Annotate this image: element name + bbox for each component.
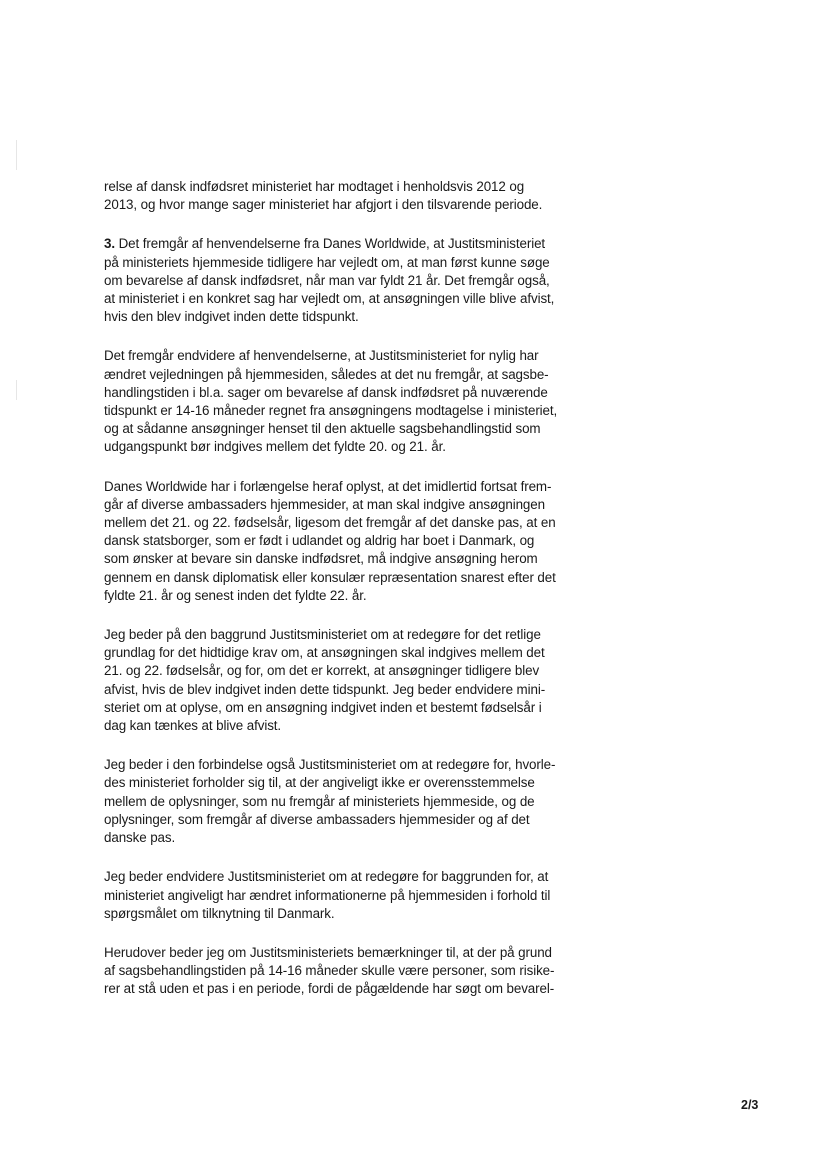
text-line: 2013, og hvor mange sager ministeriet har afgjort i den tilsvarende periode. — [104, 197, 543, 213]
letter-body — [104, 178, 574, 1020]
text-line: som ønsker at bevare sin danske indfødsret, må indgive ansøgning herom — [104, 551, 538, 567]
paragraph-number: 3. — [104, 236, 115, 252]
text-line: går af diverse ambassaders hjemmesider, at man skal indgive ansøgningen — [104, 496, 545, 512]
paragraph-embassies — [104, 478, 574, 605]
text-line: Det fremgår endvidere af henvendelserne, at Justitsministeriet for nylig har — [104, 348, 539, 364]
text-line: hvis den blev indgivet inden dette tidspunkt. — [104, 309, 359, 325]
text-line: afvist, hvis de blev indgivet inden dette tidspunkt. Jeg beder endvidere mini- — [104, 681, 546, 697]
text-line: tidspunkt er 14-16 måneder regnet fra ansøgningens modtagelse i ministeriet, — [104, 403, 558, 419]
paragraph-guidance-change — [104, 347, 574, 456]
text-line: at ministeriet i en konkret sag har vejledt om, at ansøgningen ville blive afvist, — [104, 291, 555, 307]
text-line: 21. og 22. fødselsår, og for, om det er korrekt, at ansøgninger tidligere blev — [104, 663, 540, 679]
paragraph-continuation — [104, 178, 574, 214]
text-line: om bevarelse af dansk indfødsret, når man var fyldt 21 år. Det fremgår også, — [104, 272, 550, 288]
text-line: steriet om at oplyse, om en ansøgning indgivet inden et bestemt fødselsår i — [104, 699, 542, 715]
text-line — [104, 235, 574, 253]
text-line: gennem en dansk diplomatisk eller konsulær repræsentation snarest efter det — [104, 569, 556, 585]
paragraph-processing-time — [104, 944, 574, 999]
text-line: af sagsbehandlingstiden på 14-16 måneder skulle være personer, som risike- — [104, 963, 555, 979]
scan-edge-mark — [16, 140, 17, 170]
page-number: 2/3 — [741, 1098, 759, 1112]
paragraph-information-change — [104, 868, 574, 923]
paragraph-3 — [104, 235, 574, 326]
text-line: des ministeriet forholder sig til, at der angiveligt ikke er overensstemmelse — [104, 775, 535, 791]
text-line: relse af dansk indfødsret ministeriet har modtaget i henholdsvis 2012 og — [104, 179, 525, 194]
text-line: Herudover beder jeg om Justitsministeriets bemærkninger til, at der på grund — [104, 944, 552, 960]
paragraph-legal-basis — [104, 626, 574, 735]
text-line: rer at stå uden et pas i en periode, fordi de pågældende har søgt om bevarel- — [104, 981, 555, 997]
text-line: danske pas. — [104, 830, 176, 846]
text-line: mellem de oplysninger, som nu fremgår af ministeriets hjemmeside, og de — [104, 793, 535, 809]
text-line: Danes Worldwide har i forlængelse heraf oplyst, at det imidlertid fortsat frem- — [104, 478, 552, 494]
text-line-content: Det fremgår af henvendelserne fra Danes Worldwide, at Justitsministeriet — [118, 236, 546, 252]
text-line: på ministeriets hjemmeside tidligere har vejledt om, at man først kunne søge — [104, 254, 550, 270]
text-line: Jeg beder i den forbindelse også Justitsministeriet om at redegøre for, hvorle- — [104, 757, 556, 773]
text-line: ministeriet angiveligt har ændret informationerne på hjemmesiden i forhold til — [104, 887, 551, 903]
text-line: dansk statsborger, som er født i udlandet og aldrig har boet i Danmark, og — [104, 533, 535, 549]
text-line: oplysninger, som fremgår af diverse ambassaders hjemmesider og af det — [104, 811, 530, 827]
text-line: grundlag for det hidtidige krav om, at ansøgningen skal indgives mellem det — [104, 645, 545, 661]
text-line: ændret vejledningen på hjemmesiden, således at det nu fremgår, at sagsbe- — [104, 366, 549, 382]
text-line: Jeg beder på den baggrund Justitsministeriet om at redegøre for det retlige — [104, 627, 541, 643]
text-line: udgangspunkt bør indgives mellem det fyldte 20. og 21. år. — [104, 439, 446, 455]
scan-edge-mark — [16, 380, 17, 400]
text-line: spørgsmålet om tilknytning til Danmark. — [104, 905, 335, 921]
text-line: dag kan tænkes at blive afvist. — [104, 718, 282, 734]
text-line: handlingstiden i bl.a. sager om bevarelse af dansk indfødsret på nuværende — [104, 384, 548, 400]
text-line: og at sådanne ansøgninger henset til den aktuelle sagsbehandlingstid som — [104, 421, 541, 437]
text-line: fyldte 21. år og senest inden det fyldte 22. år. — [104, 587, 367, 603]
text-line: Jeg beder endvidere Justitsministeriet om at redegøre for baggrunden for, at — [104, 869, 549, 885]
text-line: mellem det 21. og 22. fødselsår, ligesom det fremgår af det danske pas, at en — [104, 515, 556, 531]
paragraph-consistency — [104, 756, 574, 847]
